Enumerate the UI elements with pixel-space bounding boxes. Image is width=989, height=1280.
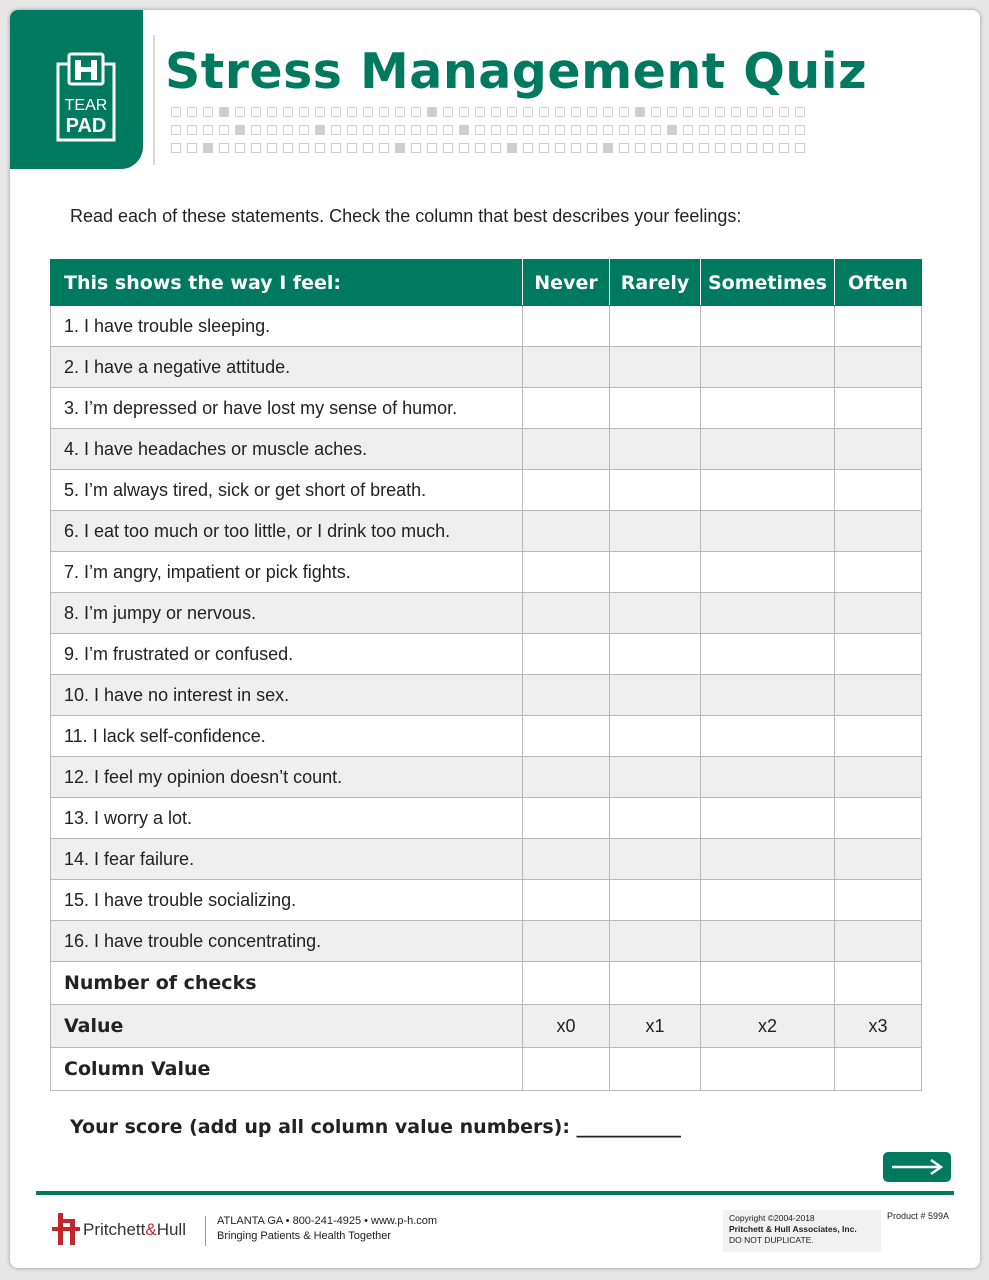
dot <box>475 107 485 117</box>
dot <box>187 143 197 153</box>
dot <box>283 143 293 153</box>
dot <box>283 107 293 117</box>
answer-cell-often[interactable] <box>835 429 922 470</box>
dot <box>779 125 789 135</box>
dot <box>299 125 309 135</box>
dot <box>619 143 629 153</box>
dot <box>539 143 549 153</box>
table-row <box>51 716 922 757</box>
dot <box>779 143 789 153</box>
answer-cell-rarely[interactable] <box>610 880 701 921</box>
answer-cell-sometimes[interactable] <box>701 921 835 962</box>
answer-cell-sometimes[interactable] <box>701 798 835 839</box>
dot <box>443 125 453 135</box>
column-header-rarely: Rarely <box>610 260 701 306</box>
dot <box>203 143 213 153</box>
dot <box>603 125 613 135</box>
dot <box>667 107 677 117</box>
dot <box>763 125 773 135</box>
dot <box>363 125 373 135</box>
table-row <box>51 634 922 675</box>
tear-pad-logo <box>10 10 143 169</box>
dot <box>667 125 677 135</box>
dot <box>379 125 389 135</box>
dot <box>651 143 661 153</box>
svg-text:PAD: PAD <box>65 115 107 137</box>
dot <box>363 107 373 117</box>
checks-often-cell[interactable] <box>835 962 922 1005</box>
answer-cell-often[interactable] <box>835 839 922 880</box>
answer-cell-sometimes[interactable] <box>701 634 835 675</box>
checks-rarely-cell[interactable] <box>610 962 701 1005</box>
dot <box>603 143 613 153</box>
column-value-label: Column Value <box>51 1048 523 1091</box>
answer-cell-often[interactable] <box>835 306 922 347</box>
dot <box>315 107 325 117</box>
value-often: x3 <box>835 1005 922 1048</box>
dot <box>715 125 725 135</box>
answer-cell-rarely[interactable] <box>610 757 701 798</box>
copyright-line-1: Copyright ©2004-2018 <box>729 1213 815 1223</box>
dot <box>219 143 229 153</box>
dot <box>523 107 533 117</box>
answer-cell-rarely[interactable] <box>610 429 701 470</box>
dot <box>667 143 677 153</box>
value-label: Value <box>51 1005 523 1048</box>
dot <box>347 107 357 117</box>
answer-cell-often[interactable] <box>835 347 922 388</box>
dot <box>555 107 565 117</box>
score-line: Your score (add up all column value numbers): ___________ <box>70 1116 682 1138</box>
dot <box>571 143 581 153</box>
dot <box>331 107 341 117</box>
answer-cell-never[interactable] <box>523 429 610 470</box>
dot <box>171 107 181 117</box>
dot-row <box>171 143 861 155</box>
answer-cell-rarely[interactable] <box>610 798 701 839</box>
answer-cell-sometimes[interactable] <box>701 716 835 757</box>
answer-cell-sometimes[interactable] <box>701 470 835 511</box>
answer-cell-rarely[interactable] <box>610 593 701 634</box>
dot <box>171 143 181 153</box>
answer-cell-rarely[interactable] <box>610 511 701 552</box>
dot <box>315 143 325 153</box>
statement-text: 10. I have no interest in sex. <box>51 675 523 716</box>
footer-address <box>217 1214 437 1244</box>
dot <box>411 107 421 117</box>
dot <box>267 107 277 117</box>
dot <box>187 107 197 117</box>
next-page-button[interactable] <box>883 1152 951 1182</box>
dot <box>363 143 373 153</box>
dot <box>715 143 725 153</box>
dot <box>203 125 213 135</box>
dot <box>443 143 453 153</box>
column-value-sometimes-cell[interactable] <box>701 1048 835 1091</box>
dot <box>427 143 437 153</box>
statement-text: 8. I’m jumpy or nervous. <box>51 593 523 634</box>
dot <box>603 107 613 117</box>
dot <box>699 107 709 117</box>
dot <box>555 125 565 135</box>
dot <box>459 125 469 135</box>
dot <box>379 143 389 153</box>
statement-text: 13. I worry a lot. <box>51 798 523 839</box>
dot <box>235 125 245 135</box>
answer-cell-sometimes[interactable] <box>701 757 835 798</box>
dot <box>331 125 341 135</box>
instructions: Read each of these statements. Check the column that best describes your feelings: <box>70 206 742 226</box>
number-of-checks-row <box>51 962 922 1005</box>
dot <box>651 107 661 117</box>
decorative-dot-pattern <box>171 107 861 161</box>
dot <box>523 125 533 135</box>
product-number: Product # 599A <box>887 1211 950 1221</box>
dot <box>491 107 501 117</box>
answer-cell-rarely[interactable] <box>610 921 701 962</box>
dot <box>747 143 757 153</box>
dot-row <box>171 125 861 137</box>
checks-sometimes-cell[interactable] <box>701 962 835 1005</box>
dot <box>795 143 805 153</box>
dot <box>219 107 229 117</box>
dot <box>587 143 597 153</box>
answer-cell-often[interactable] <box>835 388 922 429</box>
dot <box>587 125 597 135</box>
answer-cell-often[interactable] <box>835 757 922 798</box>
column-value-never-cell[interactable] <box>523 1048 610 1091</box>
dot <box>683 107 693 117</box>
page-title: Stress Management Quiz <box>165 43 868 100</box>
answer-cell-never[interactable] <box>523 839 610 880</box>
dot <box>187 125 197 135</box>
table-row <box>51 470 922 511</box>
dot <box>491 143 501 153</box>
answer-cell-sometimes[interactable] <box>701 675 835 716</box>
answer-cell-sometimes[interactable] <box>701 839 835 880</box>
dot <box>731 125 741 135</box>
dot <box>731 107 741 117</box>
answer-cell-often[interactable] <box>835 880 922 921</box>
address-line: ATLANTA GA • 800-241-4925 • www.p-h.com <box>217 1215 438 1227</box>
answer-cell-never[interactable] <box>523 593 610 634</box>
answer-cell-sometimes[interactable] <box>701 593 835 634</box>
dot <box>571 107 581 117</box>
dot <box>459 143 469 153</box>
statement-text: 15. I have trouble socializing. <box>51 880 523 921</box>
answer-cell-never[interactable] <box>523 757 610 798</box>
dot <box>347 143 357 153</box>
tear-pad-logo-icon <box>55 50 117 142</box>
answer-cell-sometimes[interactable] <box>701 388 835 429</box>
dot <box>379 107 389 117</box>
brand-name: Pritchett&Hull <box>83 1220 186 1239</box>
answer-cell-sometimes[interactable] <box>701 511 835 552</box>
dot <box>171 125 181 135</box>
number-of-checks-label: Number of checks <box>51 962 523 1005</box>
dot <box>491 125 501 135</box>
column-value-rarely-cell[interactable] <box>610 1048 701 1091</box>
dot <box>635 107 645 117</box>
answer-cell-rarely[interactable] <box>610 552 701 593</box>
answer-cell-rarely[interactable] <box>610 470 701 511</box>
column-header-never: Never <box>523 260 610 306</box>
table-row <box>51 552 922 593</box>
table-row <box>51 347 922 388</box>
answer-cell-rarely[interactable] <box>610 634 701 675</box>
dot <box>299 143 309 153</box>
answer-cell-often[interactable] <box>835 511 922 552</box>
answer-cell-often[interactable] <box>835 593 922 634</box>
answer-cell-sometimes[interactable] <box>701 429 835 470</box>
dot <box>251 125 261 135</box>
answer-cell-sometimes[interactable] <box>701 880 835 921</box>
dot <box>587 107 597 117</box>
dot <box>635 125 645 135</box>
footer-separator <box>205 1216 206 1246</box>
dot <box>747 107 757 117</box>
dot <box>507 143 517 153</box>
answer-cell-often[interactable] <box>835 921 922 962</box>
column-header-often: Often <box>835 260 922 306</box>
dot <box>795 125 805 135</box>
table-row <box>51 306 922 347</box>
answer-cell-rarely[interactable] <box>610 675 701 716</box>
table-row <box>51 839 922 880</box>
dot <box>555 143 565 153</box>
dot <box>459 107 469 117</box>
answer-cell-never[interactable] <box>523 798 610 839</box>
dot <box>507 125 517 135</box>
copyright-line-2: Pritchett & Hull Associates, Inc. <box>729 1224 857 1234</box>
dot <box>347 125 357 135</box>
column-header-sometimes: Sometimes <box>701 260 835 306</box>
answer-cell-never[interactable] <box>523 306 610 347</box>
table-row <box>51 921 922 962</box>
dot <box>539 125 549 135</box>
dot <box>251 107 261 117</box>
statement-text: 9. I’m frustrated or confused. <box>51 634 523 675</box>
checks-never-cell[interactable] <box>523 962 610 1005</box>
answer-cell-sometimes[interactable] <box>701 347 835 388</box>
dot <box>747 125 757 135</box>
answer-cell-rarely[interactable] <box>610 306 701 347</box>
statement-text: 3. I’m depressed or have lost my sense of humor. <box>51 388 523 429</box>
dot <box>267 143 277 153</box>
dot <box>539 107 549 117</box>
statement-text: 11. I lack self-confidence. <box>51 716 523 757</box>
statement-text: 4. I have headaches or muscle aches. <box>51 429 523 470</box>
dot <box>395 143 405 153</box>
statement-text: 14. I fear failure. <box>51 839 523 880</box>
table-row <box>51 429 922 470</box>
statement-text: 5. I’m always tired, sick or get short of breath. <box>51 470 523 511</box>
dot <box>395 107 405 117</box>
statement-text: 16. I have trouble concentrating. <box>51 921 523 962</box>
answer-cell-never[interactable] <box>523 880 610 921</box>
answer-cell-sometimes[interactable] <box>701 306 835 347</box>
footer-divider <box>36 1191 954 1195</box>
dot <box>523 143 533 153</box>
answer-cell-rarely[interactable] <box>610 347 701 388</box>
right-arrow-icon <box>890 1159 944 1175</box>
value-never: x0 <box>523 1005 610 1048</box>
copyright-line-3: DO NOT DUPLICATE. <box>729 1235 814 1245</box>
quiz-page <box>10 10 980 1268</box>
dot <box>699 143 709 153</box>
dot <box>235 143 245 153</box>
dot <box>619 107 629 117</box>
table-row <box>51 511 922 552</box>
dot <box>635 143 645 153</box>
dot <box>507 107 517 117</box>
answer-cell-often[interactable] <box>835 634 922 675</box>
answer-cell-never[interactable] <box>523 552 610 593</box>
dot <box>251 143 261 153</box>
dot <box>219 125 229 135</box>
answer-cell-never[interactable] <box>523 921 610 962</box>
dot <box>475 143 485 153</box>
dot <box>267 125 277 135</box>
dot <box>731 143 741 153</box>
answer-cell-never[interactable] <box>523 470 610 511</box>
dot <box>475 125 485 135</box>
statement-text: 7. I’m angry, impatient or pick fights. <box>51 552 523 593</box>
dot <box>411 125 421 135</box>
answer-cell-often[interactable] <box>835 798 922 839</box>
dot <box>619 125 629 135</box>
table-row <box>51 880 922 921</box>
statement-text: 2. I have a negative attitude. <box>51 347 523 388</box>
answer-cell-often[interactable] <box>835 675 922 716</box>
dot <box>699 125 709 135</box>
dot <box>763 143 773 153</box>
dot <box>427 107 437 117</box>
column-header-statement: This shows the way I feel: <box>51 260 523 306</box>
dot <box>683 125 693 135</box>
answer-cell-never[interactable] <box>523 511 610 552</box>
dot <box>331 143 341 153</box>
answer-cell-often[interactable] <box>835 470 922 511</box>
table-row <box>51 675 922 716</box>
table-row <box>51 593 922 634</box>
answer-cell-never[interactable] <box>523 675 610 716</box>
value-row <box>51 1005 922 1048</box>
dot <box>427 125 437 135</box>
dot <box>763 107 773 117</box>
statement-text: 12. I feel my opinion doesn’t count. <box>51 757 523 798</box>
svg-text:TEAR: TEAR <box>64 97 108 114</box>
answer-cell-rarely[interactable] <box>610 839 701 880</box>
dot <box>795 107 805 117</box>
dot <box>203 107 213 117</box>
answer-cell-never[interactable] <box>523 716 610 757</box>
pritchett-hull-logo-icon <box>52 1213 80 1245</box>
answer-cell-never[interactable] <box>523 634 610 675</box>
quiz-table <box>50 259 922 1091</box>
answer-cell-often[interactable] <box>835 716 922 757</box>
table-row <box>51 388 922 429</box>
dot <box>235 107 245 117</box>
statement-text: 6. I eat too much or too little, or I drink too much. <box>51 511 523 552</box>
table-row <box>51 757 922 798</box>
dot-row <box>171 107 861 119</box>
tagline: Bringing Patients & Health Together <box>217 1230 392 1242</box>
dot <box>683 143 693 153</box>
dot <box>651 125 661 135</box>
answer-cell-never[interactable] <box>523 388 610 429</box>
dot <box>715 107 725 117</box>
dot <box>443 107 453 117</box>
table-header-row <box>51 260 922 306</box>
dot <box>299 107 309 117</box>
table-row <box>51 798 922 839</box>
dot <box>571 125 581 135</box>
answer-cell-rarely[interactable] <box>610 388 701 429</box>
answer-cell-rarely[interactable] <box>610 716 701 757</box>
dot <box>283 125 293 135</box>
column-value-row <box>51 1048 922 1091</box>
dot <box>411 143 421 153</box>
answer-cell-never[interactable] <box>523 347 610 388</box>
dot <box>779 107 789 117</box>
copyright-notice <box>723 1210 881 1252</box>
dot <box>315 125 325 135</box>
statement-text: 1. I have trouble sleeping. <box>51 306 523 347</box>
answer-cell-sometimes[interactable] <box>701 552 835 593</box>
header-divider <box>153 35 155 165</box>
answer-cell-often[interactable] <box>835 552 922 593</box>
value-sometimes: x2 <box>701 1005 835 1048</box>
column-value-often-cell[interactable] <box>835 1048 922 1091</box>
dot <box>395 125 405 135</box>
value-rarely: x1 <box>610 1005 701 1048</box>
